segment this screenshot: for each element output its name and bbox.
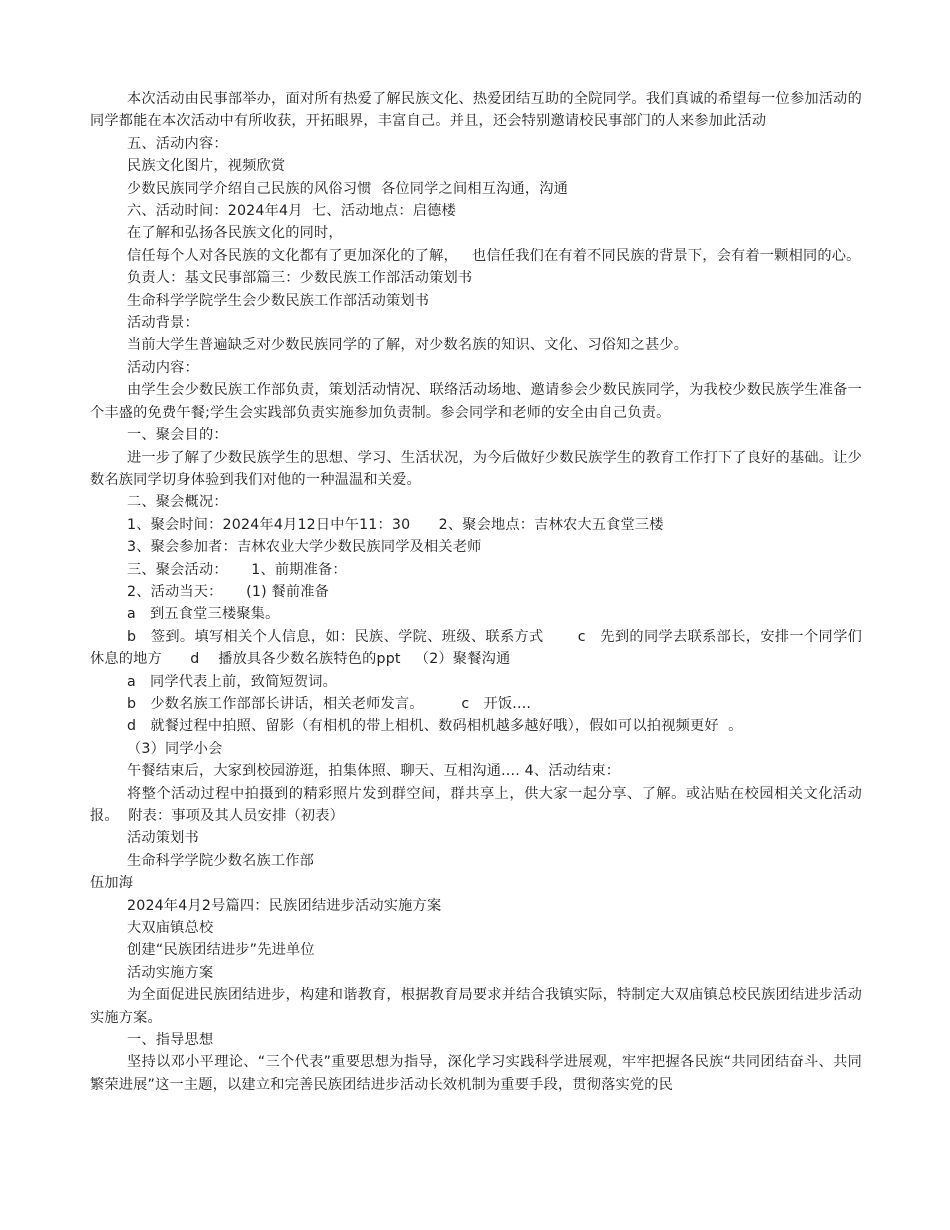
paragraph: 本次活动由民事部举办，面对所有热爱了解民族文化、热爱团结互助的全院同学。我们真诚的希望每一位参加活动的同学都能在本次活动中有所收获，开拓眼界，丰富自己。并且，还会特别邀请校民事部门的人来参加此活动	[90, 91, 862, 130]
paragraph: 为全面促进民族团结进步，构建和谐教育，根据教育局要求并结合我镇实际，特制定大双庙镇总校民族团结进步活动实施方案。	[90, 987, 862, 1026]
paragraph: 活动背景：	[127, 315, 199, 332]
paragraph: 当前大学生普遍缺乏对少数民族同学的了解，对少数名族的知识、文化、习俗知之甚少。	[127, 337, 689, 354]
paragraph: 午餐结束后，大家到校园游逛，拍集体照、聊天、互相沟通.... 4、活动结束：	[127, 763, 621, 780]
paragraph: 少数民族同学介绍自己民族的风俗习惯 各位同学之间相互沟通，沟通	[127, 180, 569, 197]
paragraph: 信任每个人对各民族的文化都有了更加深化的了解， 也信任我们在有着不同民族的背景下，会有着一颗相同的心。	[127, 247, 861, 264]
paragraph: 1、聚会时间：2024年4月12日中午11：30 2、聚会地点：吉林农大五食堂三楼	[127, 516, 664, 533]
paragraph: （3）同学小会	[127, 740, 223, 757]
paragraph: 三、聚会活动： 1、前期准备：	[127, 561, 347, 578]
paragraph: 六、活动时间：2024年4月 七、活动地点：启德楼	[127, 203, 456, 220]
paragraph: d 就餐过程中拍照、留影（有相机的带上相机、数码相机越多越好哦），假如可以拍视频更好 。	[127, 718, 743, 735]
paragraph: a 同学代表上前，致简短贺词。	[127, 673, 338, 690]
paragraph: 活动实施方案	[127, 964, 214, 981]
paragraph: 2024年4月2号篇四：民族团结进步活动实施方案	[127, 897, 442, 914]
paragraph: 民族文化图片，视频欣赏	[127, 158, 286, 175]
paragraph: 生命科学学院学生会少数民族工作部活动策划书	[127, 292, 430, 309]
paragraph: 二、聚会概况：	[127, 494, 228, 511]
paragraph: 生命科学学院少数名族工作部	[127, 852, 315, 869]
paragraph: a 到五食堂三楼聚集。	[127, 606, 280, 623]
paragraph: 2、活动当天： (1) 餐前准备	[127, 583, 330, 600]
paragraph: 由学生会少数民族工作部负责，策划活动情况、联络活动场地、邀请参会少数民族同学，为我校少数民族学生准备一个丰盛的免费午餐;学生会实践部负责实施参加负责制。参会同学和老师的安全由自己负责。	[90, 382, 862, 421]
paragraph: 负责人：基文民事部篇三：少数民族工作部活动策划书	[127, 270, 473, 287]
paragraph: 活动策划书	[127, 830, 199, 847]
paragraph: 进一步了解了少数民族学生的思想、学习、生活状况，为今后做好少数民族学生的教育工作打下了良好的基础。让少数名族同学切身体验到我们对他的一种温温和关爱。	[90, 449, 862, 488]
paragraph: 坚持以邓小平理论、“三个代表”重要思想为指导，深化学习实践科学进展观，牢牢把握各民族“共同团结奋斗、共同繁荣进展”这一主题，以建立和完善民族团结进步活动长效机制为重要手段，贯彻落实党的民	[90, 1054, 862, 1093]
paragraph: 大双庙镇总校	[127, 920, 214, 937]
paragraph: b 签到。填写相关个人信息，如：民族、学院、班级、联系方式 c 先到的同学去联系部长，安排一个同学们休息的地方 d 播放具各少数名族特色的ppt （2）聚餐沟通	[90, 628, 862, 668]
paragraph: 一、指导思想	[127, 1032, 214, 1049]
paragraph: 一、聚会目的：	[127, 427, 228, 444]
paragraph: 在了解和弘扬各民族文化的同时，	[127, 225, 343, 242]
document-body	[90, 88, 862, 1096]
paragraph: 活动内容：	[127, 359, 199, 376]
paragraph: 创建“民族团结进步”先进单位	[127, 942, 315, 959]
paragraph: 3、聚会参加者：吉林农业大学少数民族同学及相关老师	[127, 539, 482, 556]
paragraph: 伍加海	[90, 875, 134, 892]
paragraph: b 少数名族工作部部长讲话，相关老师发言。 c 开饭....	[127, 695, 532, 712]
paragraph: 将整个活动过程中拍摄到的精彩照片发到群空间，群共享上，供大家一起分享、了解。或沾贴在校园相关文化活动报。 附表：事项及其人员安排（初表）	[90, 785, 862, 824]
paragraph: 五、活动内容：	[127, 135, 228, 152]
